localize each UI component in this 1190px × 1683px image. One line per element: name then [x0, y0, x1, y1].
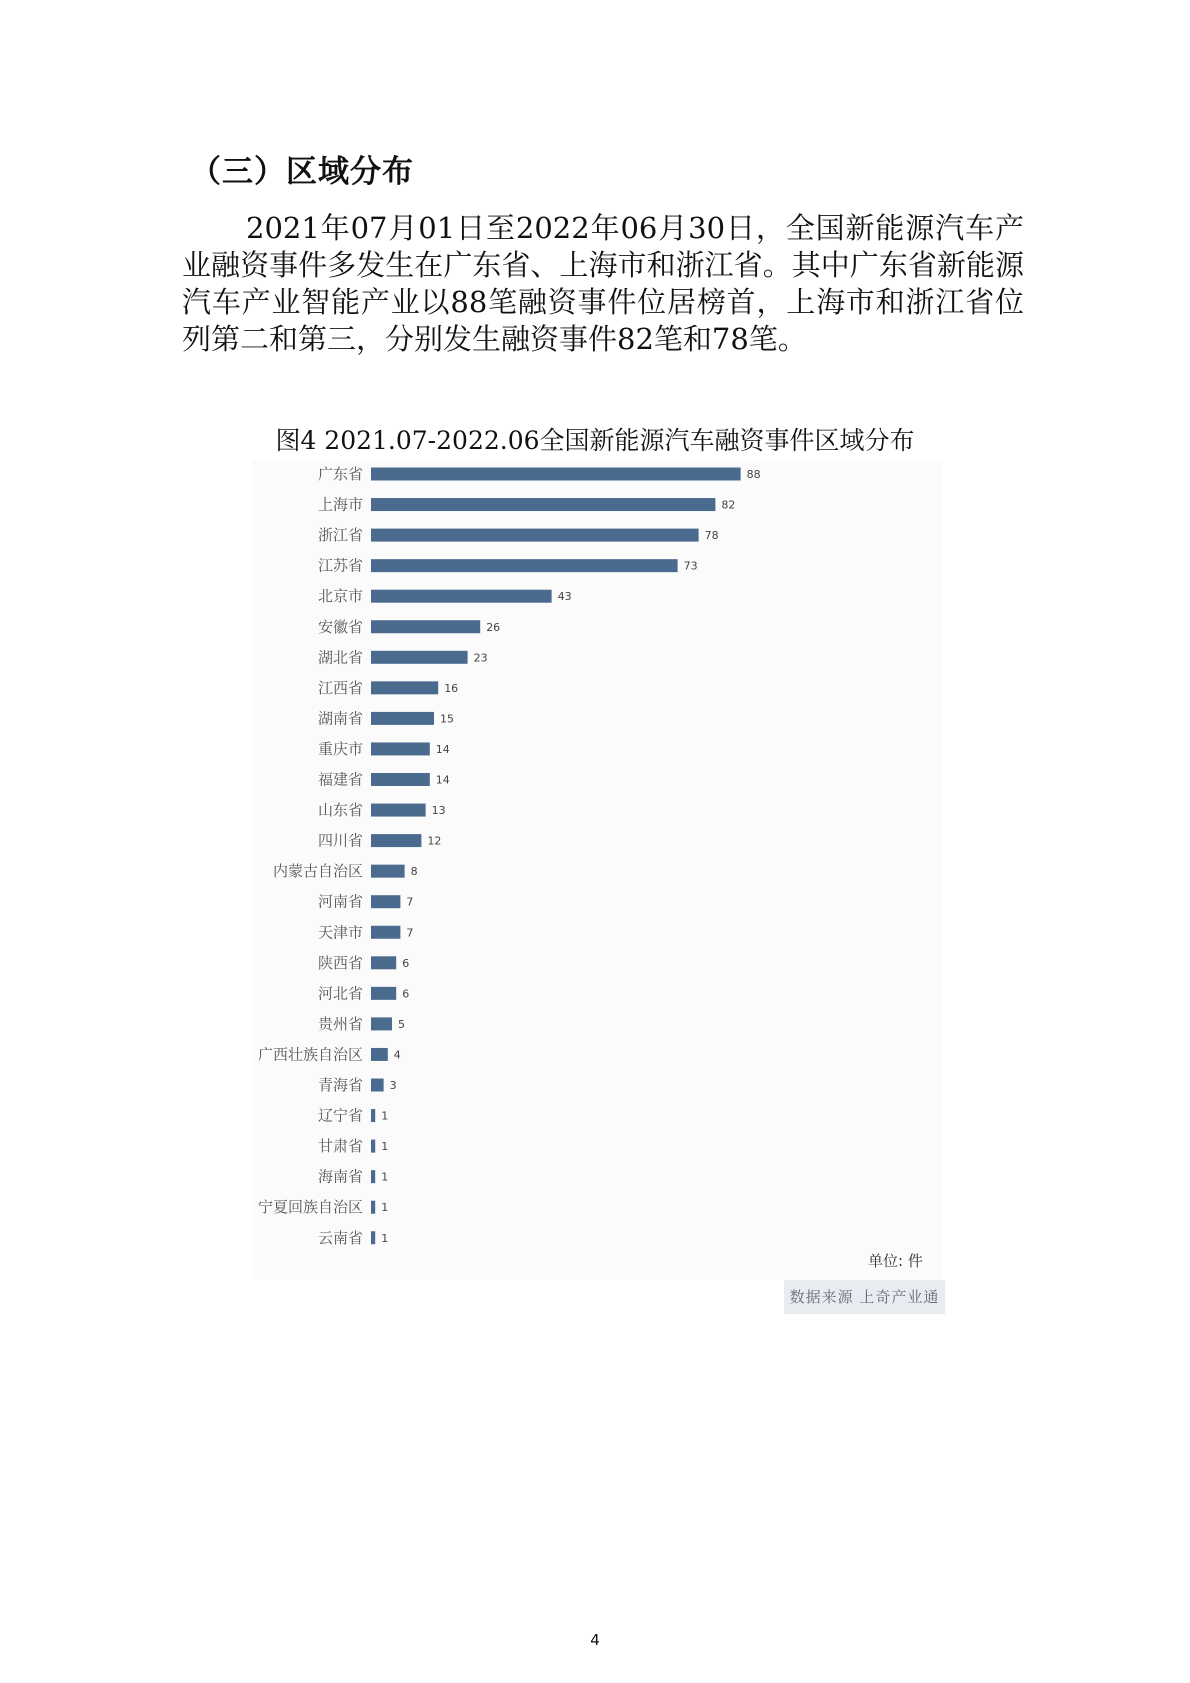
page-number: 4: [590, 1631, 600, 1649]
category-label: 海南省: [317, 1167, 363, 1186]
category-label: 广东省: [317, 465, 363, 483]
source-label: 数据来源 上奇产业通: [784, 1280, 945, 1314]
category-label: 四川省: [317, 831, 363, 850]
bar: [371, 1231, 375, 1244]
category-label: 天津市: [317, 923, 363, 942]
data-label: 1: [381, 1140, 389, 1154]
data-label: 7: [406, 926, 414, 940]
bar: [371, 834, 421, 847]
data-label: 14: [435, 742, 450, 756]
data-label: 13: [431, 804, 446, 818]
data-label: 7: [406, 895, 414, 909]
bar: [371, 1079, 384, 1092]
category-label: 甘肃省: [317, 1137, 363, 1156]
data-label: 73: [683, 559, 698, 573]
category-label: 福建省: [317, 770, 363, 789]
category-label: 浙江省: [317, 526, 363, 545]
figure-title: 图4 2021.07-2022.06全国新能源汽车融资事件区域分布: [275, 426, 915, 455]
bar: [371, 1170, 375, 1183]
data-label: 15: [440, 712, 454, 726]
data-label: 1: [381, 1201, 389, 1215]
bar: [371, 1017, 392, 1030]
category-label: 内蒙古自治区: [272, 862, 363, 881]
data-label: 6: [402, 987, 410, 1001]
bar: [371, 956, 396, 969]
bar: [371, 1109, 375, 1122]
category-label: 安徽省: [317, 617, 363, 636]
data-label: 1: [381, 1170, 389, 1184]
data-label: 82: [721, 498, 736, 512]
category-label: 宁夏回族自治区: [257, 1198, 363, 1217]
category-label: 河南省: [317, 892, 363, 911]
unit-label: 单位: 件: [868, 1252, 923, 1270]
data-label: 5: [398, 1017, 405, 1031]
data-label: 1: [381, 1109, 389, 1123]
data-label: 12: [427, 834, 442, 848]
category-label: 湖北省: [317, 648, 363, 667]
bar: [371, 590, 552, 603]
data-label: 43: [557, 590, 572, 604]
category-label: 重庆市: [317, 739, 363, 758]
category-label: 陕西省: [317, 953, 363, 972]
category-label: 云南省: [317, 1228, 363, 1247]
bar: [371, 529, 699, 542]
bar: [371, 773, 430, 786]
bar: [371, 1140, 375, 1153]
section-heading: （三）区域分布: [190, 154, 414, 190]
bar: [371, 559, 678, 572]
category-label: 江苏省: [317, 556, 363, 575]
category-label: 山东省: [317, 801, 363, 820]
bar: [371, 926, 400, 939]
data-label: 3: [389, 1079, 397, 1092]
bar: [371, 742, 430, 755]
data-label: 1: [381, 1231, 389, 1245]
data-label: 14: [435, 773, 450, 787]
category-label: 江西省: [317, 678, 363, 697]
category-label: 上海市: [317, 495, 363, 514]
bar: [371, 865, 405, 878]
category-label: 北京市: [317, 587, 363, 606]
bar: [371, 620, 480, 633]
data-label: 16: [444, 681, 459, 695]
bar: [371, 895, 400, 908]
data-label: 26: [486, 620, 501, 634]
bar: [371, 468, 741, 481]
data-label: 78: [704, 529, 719, 543]
data-label: 4: [393, 1048, 401, 1062]
category-label: 河北省: [317, 984, 363, 1003]
bar: [371, 651, 468, 664]
body-paragraph: 2021年07月01日至2022年06月30日，全国新能源汽车产业融资事件多发生在广东省、上海市和浙江省。其中广东省新能源汽车产业智能产业以88笔融资事件位居榜首，上海市和浙江省位列第二和第三，分别发生融资事件82笔和78笔。: [182, 211, 1024, 356]
data-label: 8: [410, 865, 418, 879]
bar: [371, 1048, 388, 1061]
category-label: 辽宁省: [317, 1106, 363, 1125]
bar: [371, 804, 426, 817]
data-label: 88: [746, 468, 761, 481]
bar: [371, 498, 715, 511]
bar: [371, 712, 434, 725]
data-label: 23: [473, 651, 488, 665]
data-label: 6: [402, 956, 410, 970]
bar: [371, 1201, 375, 1214]
category-label: 广西壮族自治区: [257, 1045, 363, 1064]
category-label: 贵州省: [317, 1014, 363, 1033]
bar: [371, 681, 438, 694]
category-label: 青海省: [317, 1076, 363, 1094]
bar: [371, 987, 396, 1000]
category-label: 湖南省: [317, 709, 363, 728]
